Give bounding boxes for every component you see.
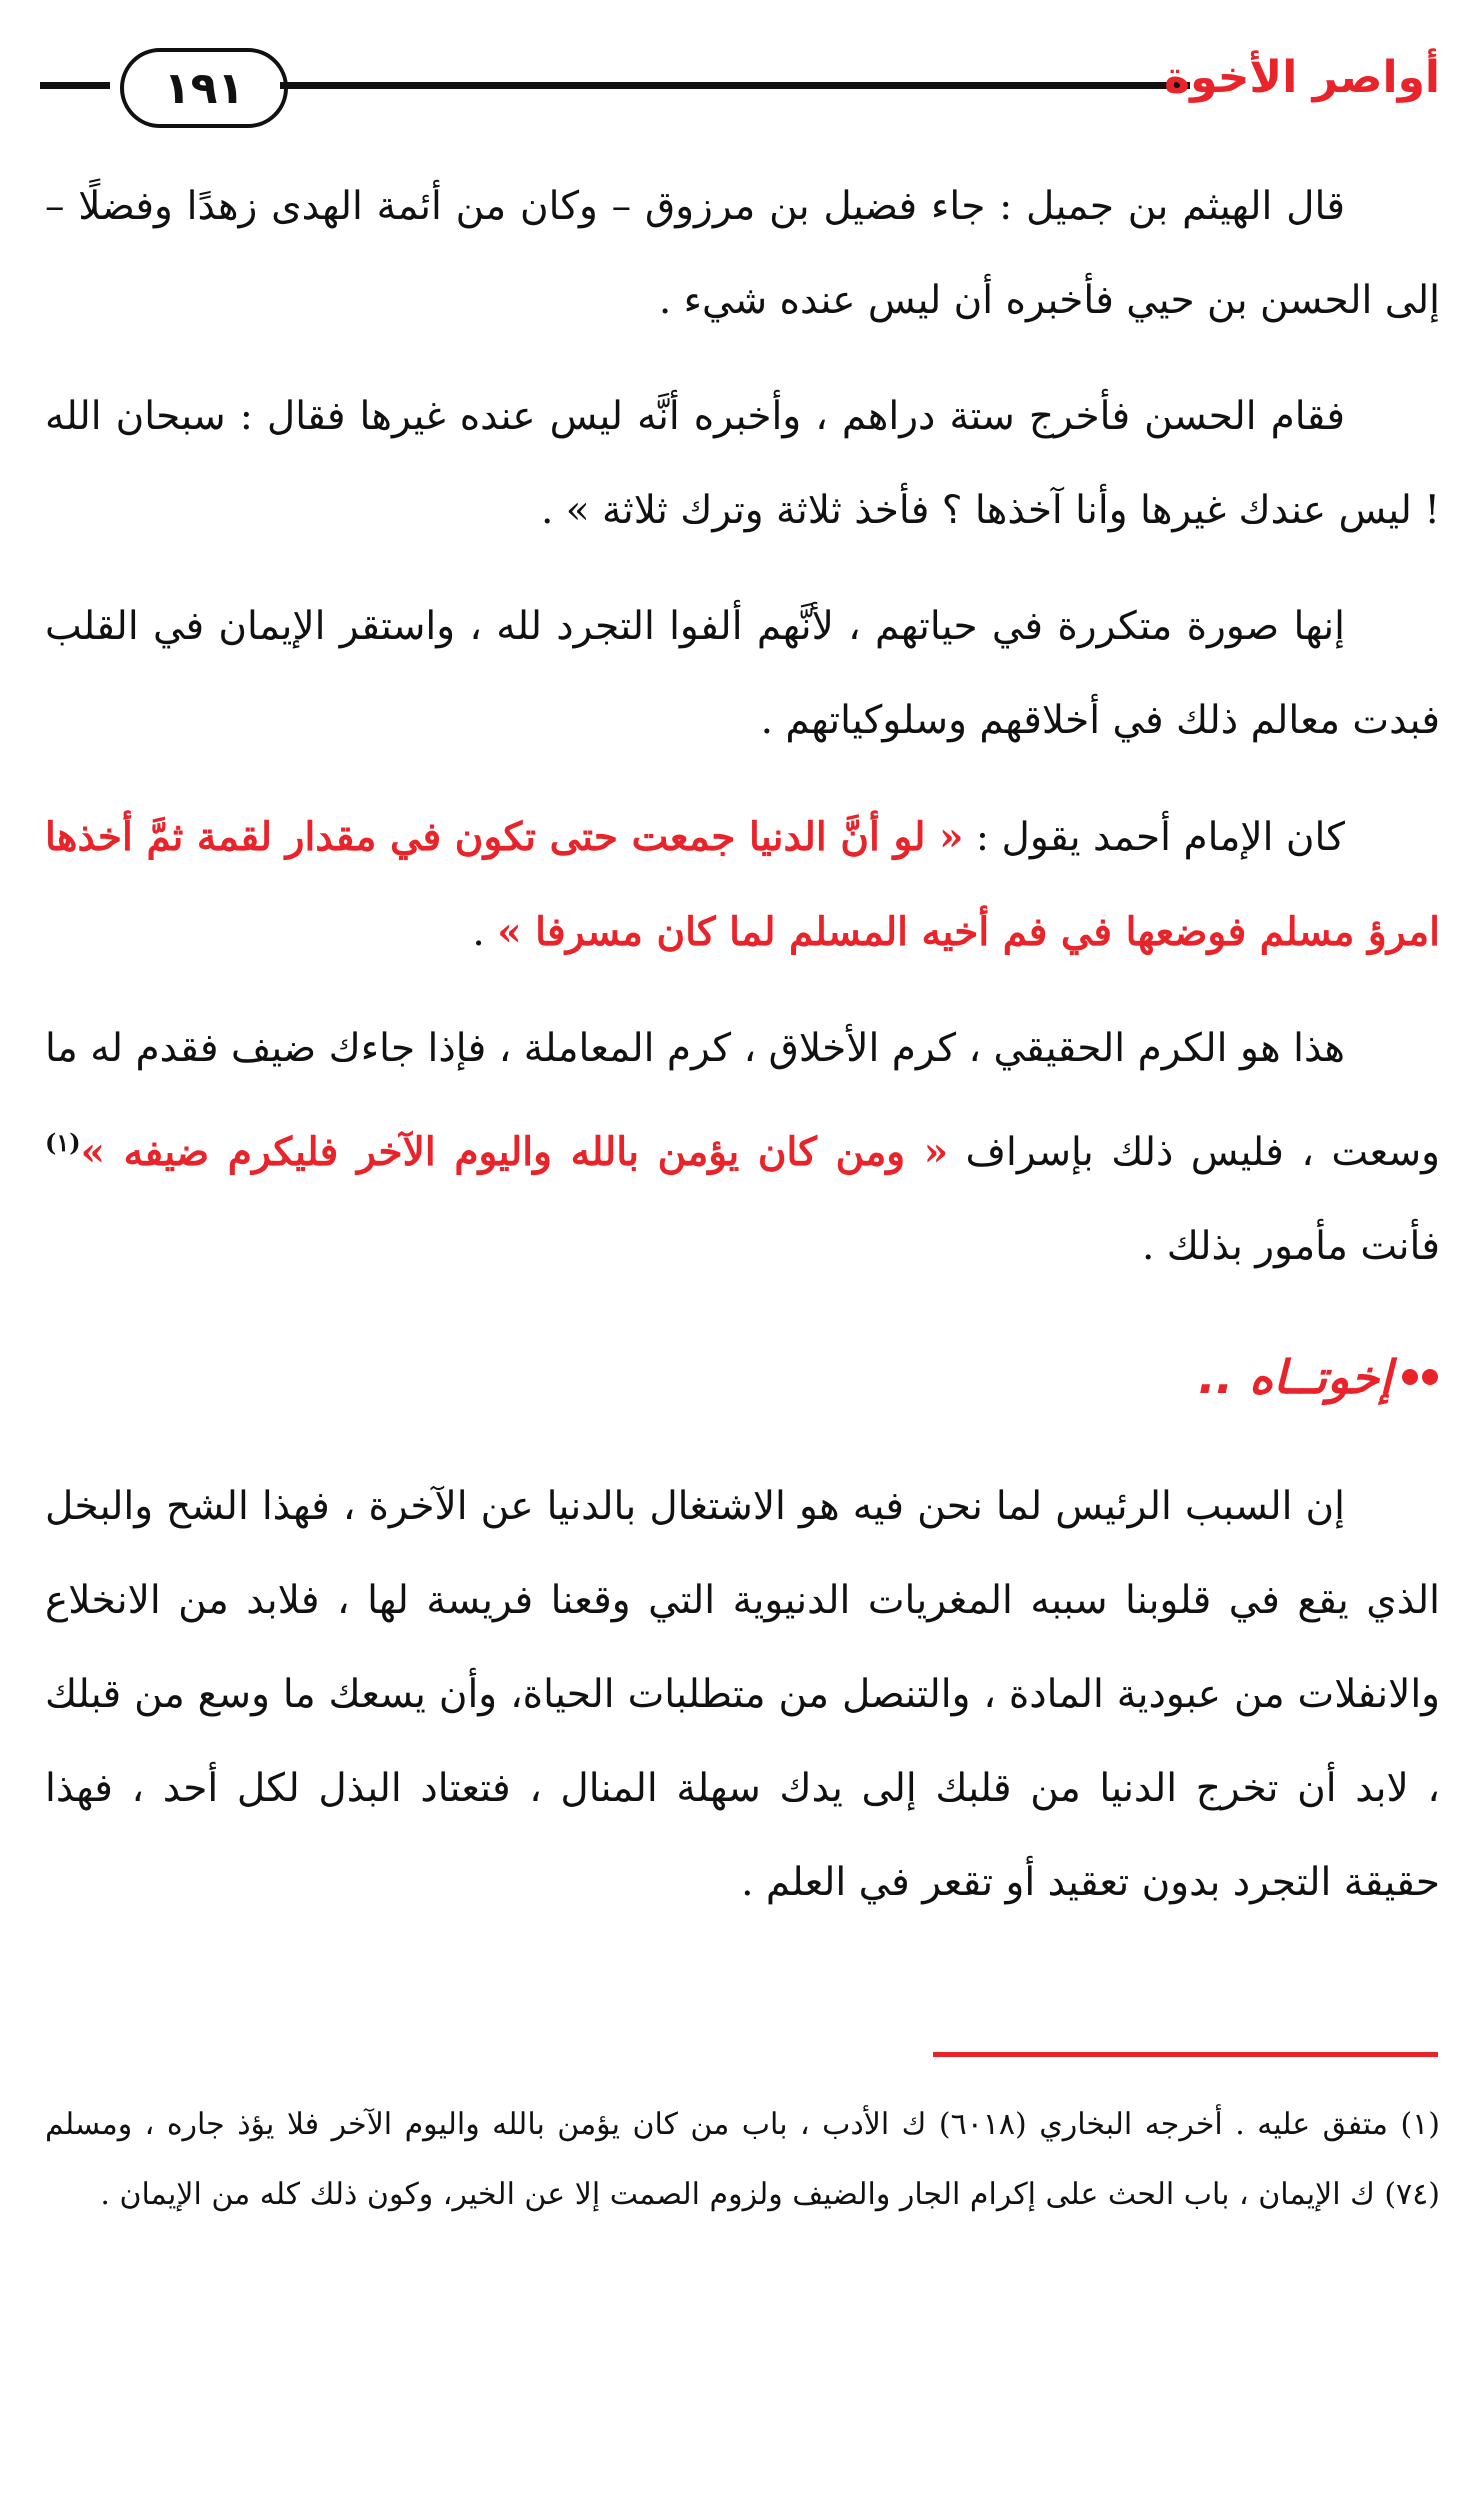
paragraph <box>45 370 1440 558</box>
quote-text: « ومن كان يؤمن بالله واليوم الآخر فليكرم ضيفه » <box>80 1129 949 1175</box>
body-text: . <box>472 910 498 955</box>
body-text: كان الإمام أحمد يقول : <box>963 815 1345 860</box>
body-text-bottom <box>45 1460 1440 1952</box>
body-text-top <box>45 160 1440 1316</box>
page-header <box>40 40 1440 130</box>
section-heading <box>1198 1350 1438 1404</box>
footnotes <box>45 2090 1440 2230</box>
body-text: فأنت مأمور بذلك . <box>1142 1224 1440 1269</box>
paragraph <box>45 790 1440 980</box>
paragraph <box>45 580 1440 768</box>
paragraph <box>45 160 1440 348</box>
body-text: فقام الحسن فأخرج ستة دراهم ، وأخبره أنَّه ليس عنده غيرها فقال : سبحان الله ! ليس عندك غيرها وأنا آخذها ؟ فأخذ ثلاثة وترك ثلاثة » . <box>45 394 1440 533</box>
body-text: إن السبب الرئيس لما نحن فيه هو الاشتغال بالدنيا عن الآخرة ، فهذا الشح والبخل الذي يقع في قلوبنا سببه المغريات الدنيوية التي وقعنا فريسة لها ، فلابد من الانخلاع والانفلات من عبودية المادة ، والتنصل من متطلبات الحياة، وأن يسعك ما وسع من قبلك ، لابد أن تخرج الدنيا من قلبك إلى يدك سهلة المنال ، فتعتاد البذل لكل أحد ، فهذا حقيقة التجرد بدون تعقيد أو تقعر في العلم . <box>45 1484 1440 1905</box>
footnote-separator <box>933 2052 1438 2057</box>
footnote-item: (١) متفق عليه . أخرجه البخاري (٦٠١٨) ك الأدب ، باب من كان يؤمن بالله واليوم الآخر فلا يؤذ جاره ، ومسلم (٧٤) ك الإيمان ، باب الحث على إكرام الجار والضيف ولزوم الصمت إلا عن الخير، وكون ذلك كله من الإيمان . <box>45 2107 1441 2212</box>
heading-bullets-icon <box>1402 1369 1438 1385</box>
body-text: هذا هو الكرم الحقيقي ، كرم الأخلاق ، كرم المعاملة ، فإذا جاءك ضيف فقدم له ما وسعت ، فليس ذلك بإسراف <box>45 1026 1440 1175</box>
page-number-text: ١٩١ <box>163 62 245 114</box>
paragraph <box>45 1002 1440 1294</box>
body-text: قال الهيثم بن جميل : جاء فضيل بن مرزوق – وكان من أئمة الهدى زهدًا وفضلًا – إلى الحسن بن حيي فأخبره أن ليس عنده شيء . <box>45 184 1440 323</box>
header-rule <box>280 82 1190 89</box>
running-title: أواصر الأخوة <box>1164 52 1440 103</box>
body-text: إنها صورة متكررة في حياتهم ، لأنَّهم ألفوا التجرد لله ، واستقر الإيمان في القلب فبدت معالم ذلك في أخلاقهم وسلوكياتهم . <box>45 604 1440 743</box>
quote-text: « لو أنَّ الدنيا جمعت حتى تكون في مقدار لقمة ثمَّ أخذها امرؤ مسلم فوضعها في فم أخيه المسلم لما كان مسرفا » <box>45 814 1440 955</box>
section-heading-text: إخوتــاه .. <box>1198 1350 1392 1404</box>
paragraph <box>45 1460 1440 1930</box>
header-rule-left <box>40 82 110 89</box>
footnote-reference: (١) <box>45 1128 81 1157</box>
page-number <box>120 48 288 128</box>
